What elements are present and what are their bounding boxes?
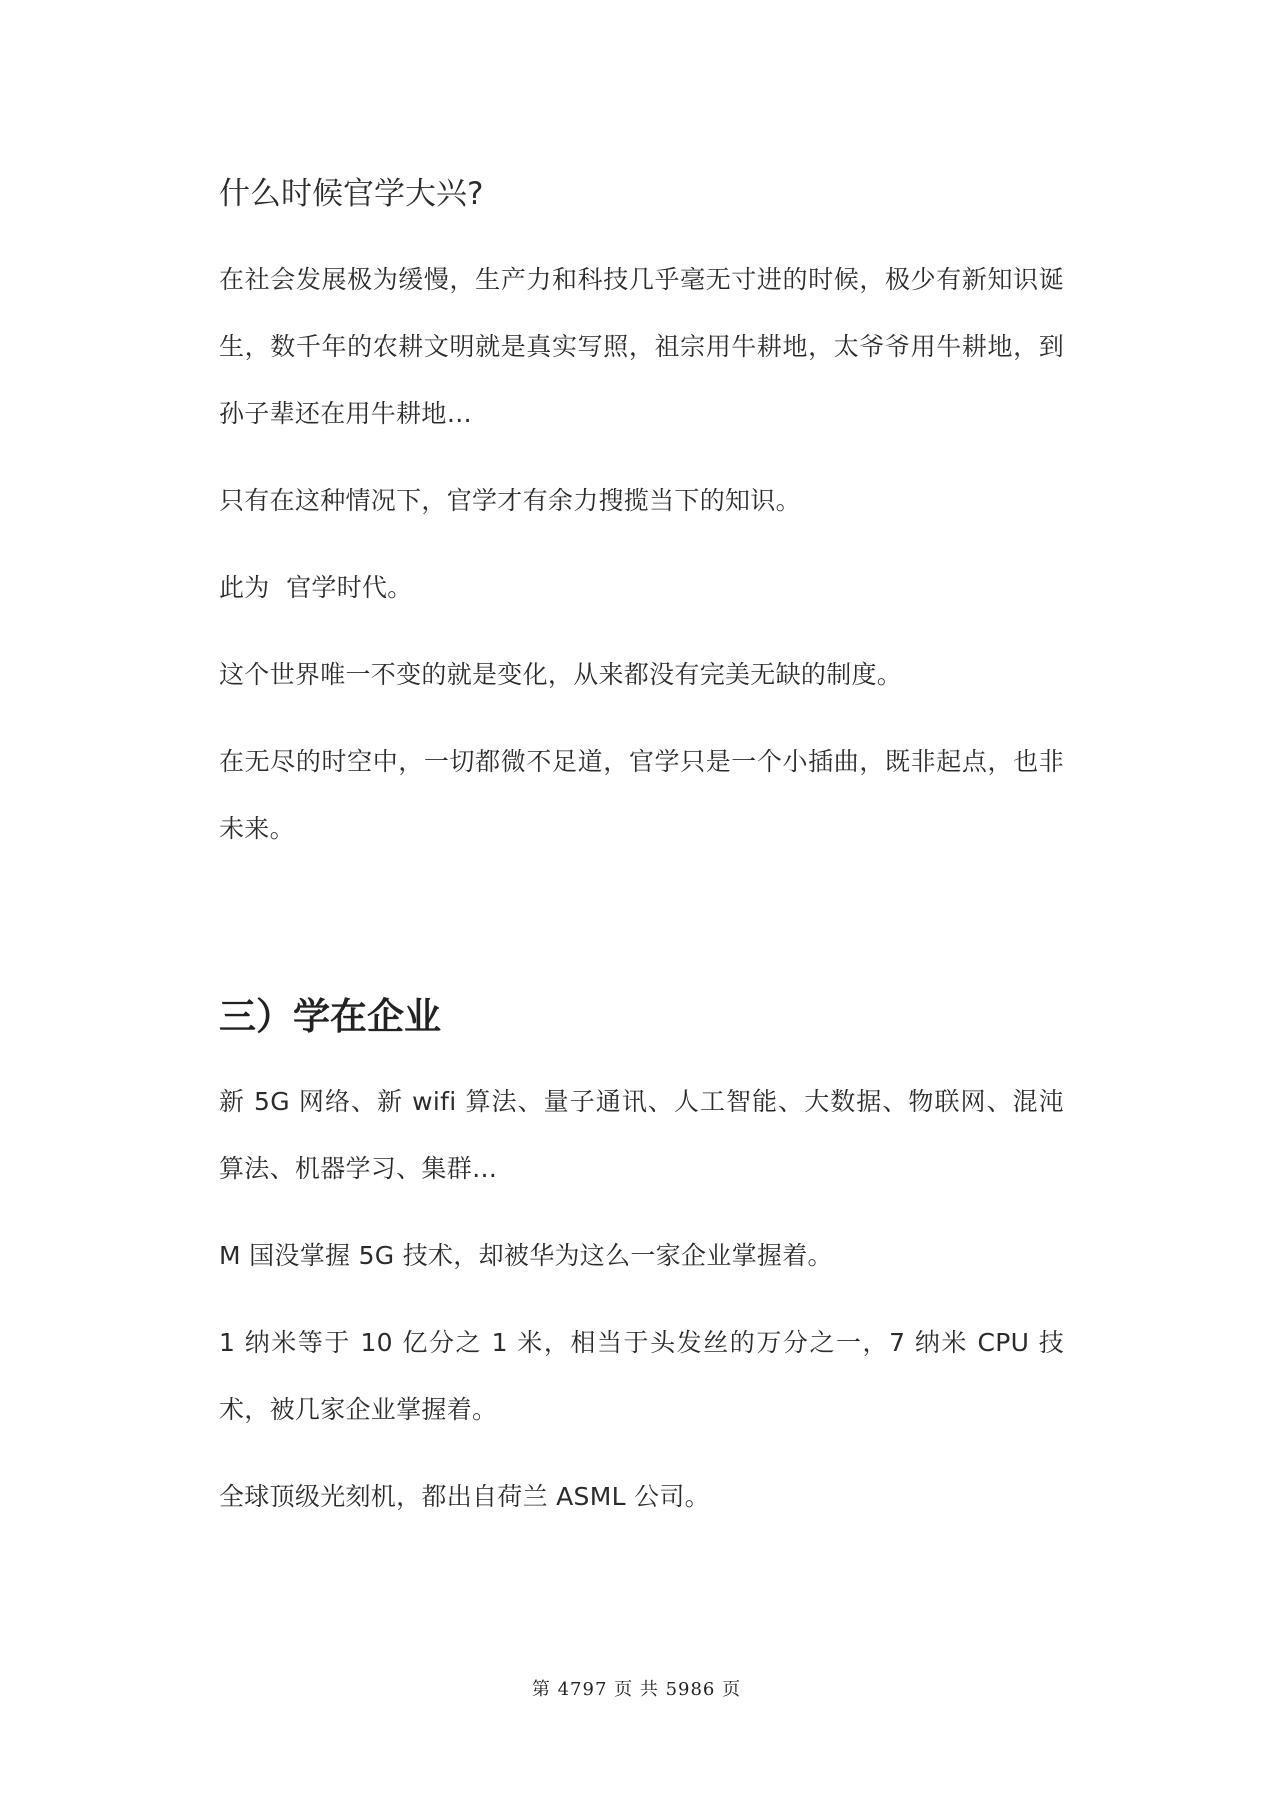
subheading: 什么时候官学大兴? <box>219 176 484 212</box>
paragraph: 新 5G 网络、新 wifi 算法、量子通讯、人工智能、大数据、物联网、混沌算法、机器学习、集群… <box>219 1087 1064 1183</box>
page-content <box>219 160 1064 1550</box>
paragraph: 这个世界唯一不变的就是变化，从来都没有完美无缺的制度。 <box>219 660 903 689</box>
section-heading: 三）学在企业 <box>219 995 441 1038</box>
page-number-footer: 第 4797 页 共 5986 页 <box>531 1679 742 1700</box>
paragraph: 1 纳米等于 10 亿分之 1 米，相当于头发丝的万分之一，7 纳米 CPU 技术，被几家企业掌握着。 <box>219 1328 1064 1424</box>
paragraph: M 国没掌握 5G 技术，却被华为这么一家企业掌握着。 <box>219 1241 833 1270</box>
paragraph: 只有在这种情况下，官学才有余力搜揽当下的知识。 <box>219 486 801 515</box>
paragraph: 全球顶级光刻机，都出自荷兰 ASML 公司。 <box>219 1482 710 1511</box>
paragraph: 此为 官学时代。 <box>219 573 413 602</box>
paragraph: 在社会发展极为缓慢，生产力和科技几乎毫无寸进的时候，极少有新知识诞生，数千年的农耕文明就是真实写照，祖宗用牛耕地，太爷爷用牛耕地，到孙子辈还在用牛耕地… <box>219 265 1064 428</box>
paragraph: 在无尽的时空中，一切都微不足道，官学只是一个小插曲，既非起点，也非未来。 <box>219 747 1064 843</box>
